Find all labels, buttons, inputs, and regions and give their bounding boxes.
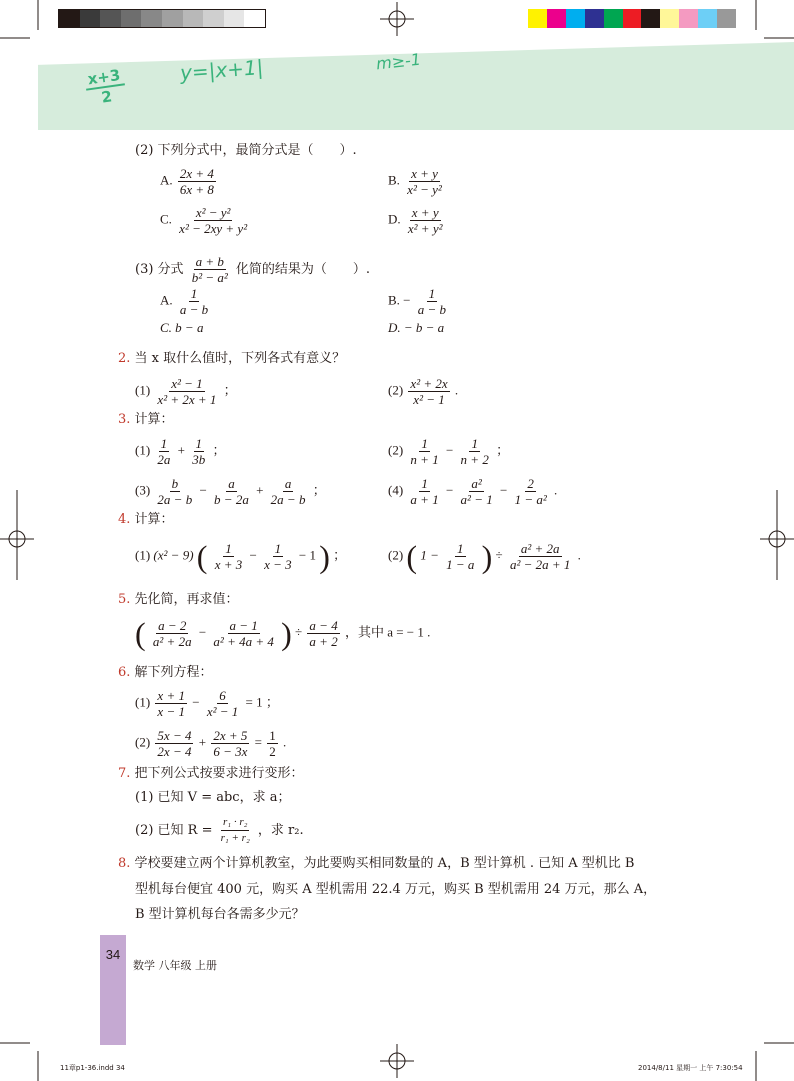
q7-part1: (1) 已知 V = abc，求 a； [135,790,291,805]
footer-file-info: 11章p1-36.indd 34 [60,1064,125,1072]
q3-part2: (2) $\frac{1}{n + 1}$ − $\frac{1}{n + 2}$ ； [388,436,510,467]
q8-line2: 型机每台便宜 400 元，购买 A 型机需用 22.4 万元，购买 B 型机需用 24 万元，那么 A， [135,882,657,897]
q3-stem: 3. 计算： [118,412,174,427]
q8-line3: B 型计算机每台各需多少元？ [135,907,305,922]
page-number-tab [100,935,126,1045]
q1-p3-option-c: C. b − a [160,320,204,335]
q1-p2-option-a: A. $\frac{2x + 4}{6x + 8}$ [160,166,214,197]
q1-p3-option-b: B. − $\frac{1}{a - b}$ [388,286,447,317]
book-title: 数学 八年级 上册 [133,959,217,972]
q6-stem: 6. 解下列方程： [118,665,213,680]
q1-p2-option-b: B. $\frac{x + y}{\text{x² − y²}}$ [388,166,442,197]
footer-timestamp: 2014/8/11 星期一 上午 7:30:54 [638,1064,743,1072]
q2-part2: (2) $\frac{\text{x² + 2x}}{\text{x² − 1}}$ . [388,376,459,407]
q1-p2-option-c: C. $\frac{\text{x² − y²}}{\text{x² − 2xy + y²}}$ [160,205,248,236]
q1-part2-stem: (2) 下列分式中，最简分式是（ ）. [135,143,357,158]
q3-part4: (4) $\frac{1}{a + 1}$ − $\frac{\text{a²}}{\text{a² − 1}}$ − $\frac{2}{\text{1 − a²}}$ . [388,476,558,507]
q5-expression: ( $\frac{a - 2}{\text{a² + 2a}}$ − $\frac{a - 1}{\text{a² + 4a + 4}}$ ) ÷ $\frac{a - 4}{a + 2}$ ，其中 a = − 1 . [135,615,431,652]
q5-stem: 5. 先化简，再求值： [118,592,239,607]
q1-part3-stem: (3) 分式 $\frac{a + b}{\text{b² − a²}}$ 化简的结果为（ ）. [135,254,371,285]
q6-part1: (1) $\frac{x + 1}{x - 1}$ − $\frac{6}{\text{x² − 1}}$ = 1 ； [135,688,279,719]
header-formula-fraction: x+3 2 [84,65,128,108]
q3-part1: (1) $\frac{1}{2a}$ + $\frac{1}{3b}$ ； [135,436,226,467]
q2-part1: (1) $\frac{\text{x² − 1}}{\text{x² + 2x + 1}}$ ； [135,376,237,407]
header-formula-inequality: m≥-1 [375,49,422,74]
header-formula-abs: y=|x+1| [179,55,265,85]
page-number: 34 [105,947,121,962]
q4-part1: (1) (x² − 9) ( $\frac{1}{x + 3}$ − $\frac{1}{x - 3}$ − 1 ) ； [135,538,347,575]
q2-stem: 2. 当 x 取什么值时，下列各式有意义？ [118,351,346,366]
q8-line1: 8. 学校要建立两个计算机教室，为此要购买相同数量的 A，B 型计算机 . 已知 A 型机比 B [118,856,635,871]
q6-part2: (2) $\frac{5x - 4}{2x - 4}$ + $\frac{2x + 5}{6 - 3x}$ = $\frac{1}{2}$ . [135,728,287,759]
q1-p3-option-d: D. − b − a [388,320,445,335]
q3-part3: (3) $\frac{b}{2a - b}$ − $\frac{a}{b - 2a}$ + $\frac{a}{2a - b}$ ； [135,476,326,507]
q7-stem: 7. 把下列公式按要求进行变形： [118,766,304,781]
q4-stem: 4. 计算： [118,512,174,527]
q1-p3-option-a: A. $\frac{1}{a - b}$ [160,286,209,317]
q7-part2: (2) 已知 R = $\frac{\text{r₁ · r₂}}{\text{r₁ + r₂}}$ ，求 r₂. [135,816,304,844]
q4-part2: (2) ( 1 − $\frac{1}{1 - a}$ ) ÷ $\frac{\text{a² + 2a}}{\text{a² − 2a + 1}}$ . [388,538,581,575]
q1-p2-option-d: D. $\frac{x + y}{\text{x² + y²}}$ [388,205,443,236]
